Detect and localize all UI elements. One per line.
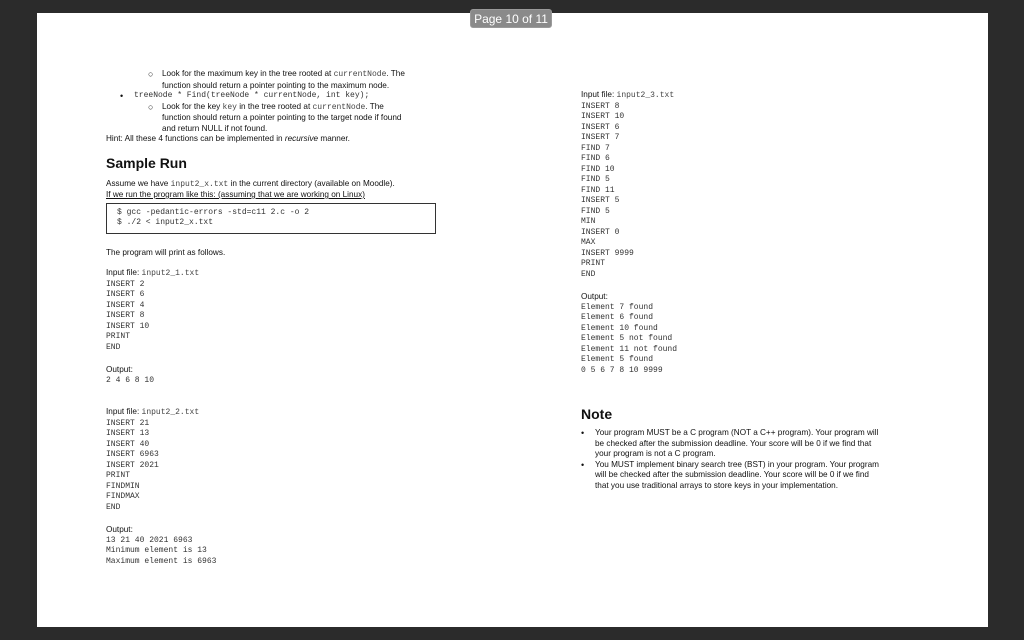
code-line: MIN: [581, 217, 596, 226]
circle-bullet-icon: ○: [148, 69, 154, 79]
output-line: Element 7 found: [581, 302, 654, 312]
code-line: FINDMAX: [106, 492, 140, 501]
code-line: INSERT 4: [106, 300, 145, 310]
code-line: PRINT: [106, 471, 131, 480]
left-column: [106, 69, 506, 567]
assume-text: Assume we have input2_x.txt in the current directory (available on Moodle).: [106, 178, 395, 189]
code-line: MAX: [581, 238, 596, 247]
code-line: INSERT 5: [581, 196, 620, 205]
output-line: Element 5 found: [581, 355, 654, 364]
input-file-label: Input file: input2_3.txt: [581, 90, 675, 100]
code-line: INSERT 6963: [106, 450, 159, 459]
code-line: INSERT 2: [106, 279, 145, 289]
sample-run-heading: Sample Run: [106, 154, 187, 171]
code-line: FINDMIN: [106, 481, 140, 491]
code-line: INSERT 8: [581, 101, 620, 111]
code-line: FIND 5: [581, 175, 610, 184]
output-line: Maximum element is 6963: [106, 556, 217, 566]
hint-text: Hint: All these 4 functions can be implemented in recursive manner.: [106, 134, 350, 143]
note-heading: Note: [581, 406, 613, 422]
input-file-label: Input file: input2_2.txt: [106, 407, 200, 417]
command-box: [106, 203, 436, 234]
example-2: [106, 407, 506, 567]
output-line: 13 21 40 2021 6963: [106, 535, 193, 545]
input-lines: [581, 102, 931, 281]
example-3: [581, 90, 931, 376]
code-line: PRINT: [581, 259, 606, 268]
dot-bullet-icon: •: [581, 459, 585, 470]
code-line: INSERT 10: [581, 112, 625, 121]
code-line: END: [106, 502, 121, 512]
code-line: PRINT: [106, 332, 131, 341]
code-line: END: [581, 269, 596, 279]
example-1: [106, 268, 506, 386]
input-lines: [106, 280, 506, 354]
code-line: FIND 7: [581, 143, 610, 153]
output-line: Element 6 found: [581, 313, 654, 322]
sub-bullet-find: ○ Look for the key key in the tree rooted at currentNode. The function should return a pointer pointing to the target node if found and return NULL if not found.: [148, 101, 402, 133]
output-line: Element 10 found: [581, 323, 658, 333]
code-line: INSERT 9999: [581, 248, 634, 258]
command-line: $ gcc -pedantic-errors -std=c11 2.c -o 2: [117, 207, 310, 217]
circle-bullet-icon: ○: [148, 101, 154, 112]
output-label: Output:: [106, 525, 133, 534]
code-line: FIND 11: [581, 185, 615, 195]
output-line: Element 11 not found: [581, 344, 678, 354]
code-line: INSERT 6: [106, 290, 145, 299]
page-indicator: Page 10 of 11: [470, 9, 552, 28]
code-line: INSERT 0: [581, 227, 620, 237]
sub-bullet-findmax: ○ Look for the maximum key in the tree rooted at currentNode. The function should return a pointer pointing to the maximum node.: [148, 69, 405, 90]
code-line: INSERT 40: [106, 439, 150, 449]
output-line: Element 5 not found: [581, 334, 673, 343]
code-line: INSERT 21: [106, 418, 150, 428]
code-line: INSERT 7: [581, 133, 620, 142]
right-column: [581, 90, 931, 491]
code-line: FIND 10: [581, 164, 615, 174]
code-line: INSERT 13: [106, 429, 150, 438]
output-line: 2 4 6 8 10: [106, 375, 155, 385]
output-label: Output:: [581, 292, 608, 301]
output-line: 0 5 6 7 8 10 9999: [581, 365, 663, 375]
input-lines: [106, 419, 506, 514]
code-line: FIND 6: [581, 154, 610, 163]
if-run-text: If we run the program like this: (assuming that we are working on Linux): [106, 190, 365, 199]
note-item: • You MUST implement binary search tree (BST) in your program. Your program will be checked after the submission deadline. Your score will be 0 if we find that you use traditional arrays to store keys in your implementation.: [581, 459, 879, 490]
command-line: $ ./2 < input2_x.txt: [117, 218, 214, 227]
output-label: Output:: [106, 365, 133, 374]
code-line: INSERT 8: [106, 311, 145, 320]
output-line: Minimum element is 13: [106, 546, 207, 555]
input-file-label: Input file: input2_1.txt: [106, 268, 200, 278]
bullet-find-signature: • treeNode * Find(treeNode * currentNode, int key);: [120, 91, 370, 101]
print-follows-text: The program will print as follows.: [106, 247, 226, 257]
dot-bullet-icon: •: [581, 428, 585, 438]
code-line: END: [106, 342, 121, 352]
document-page: [37, 13, 988, 627]
code-line: INSERT 10: [106, 321, 150, 331]
dot-bullet-icon: •: [120, 91, 124, 101]
code-line: INSERT 6: [581, 122, 620, 132]
code-line: INSERT 2021: [106, 460, 159, 470]
code-line: FIND 5: [581, 206, 610, 216]
note-item: • Your program MUST be a C program (NOT a C++ program). Your program will be checked after the submission deadline. Your score will be 0 if we find that your program is not a C program.: [581, 428, 879, 458]
